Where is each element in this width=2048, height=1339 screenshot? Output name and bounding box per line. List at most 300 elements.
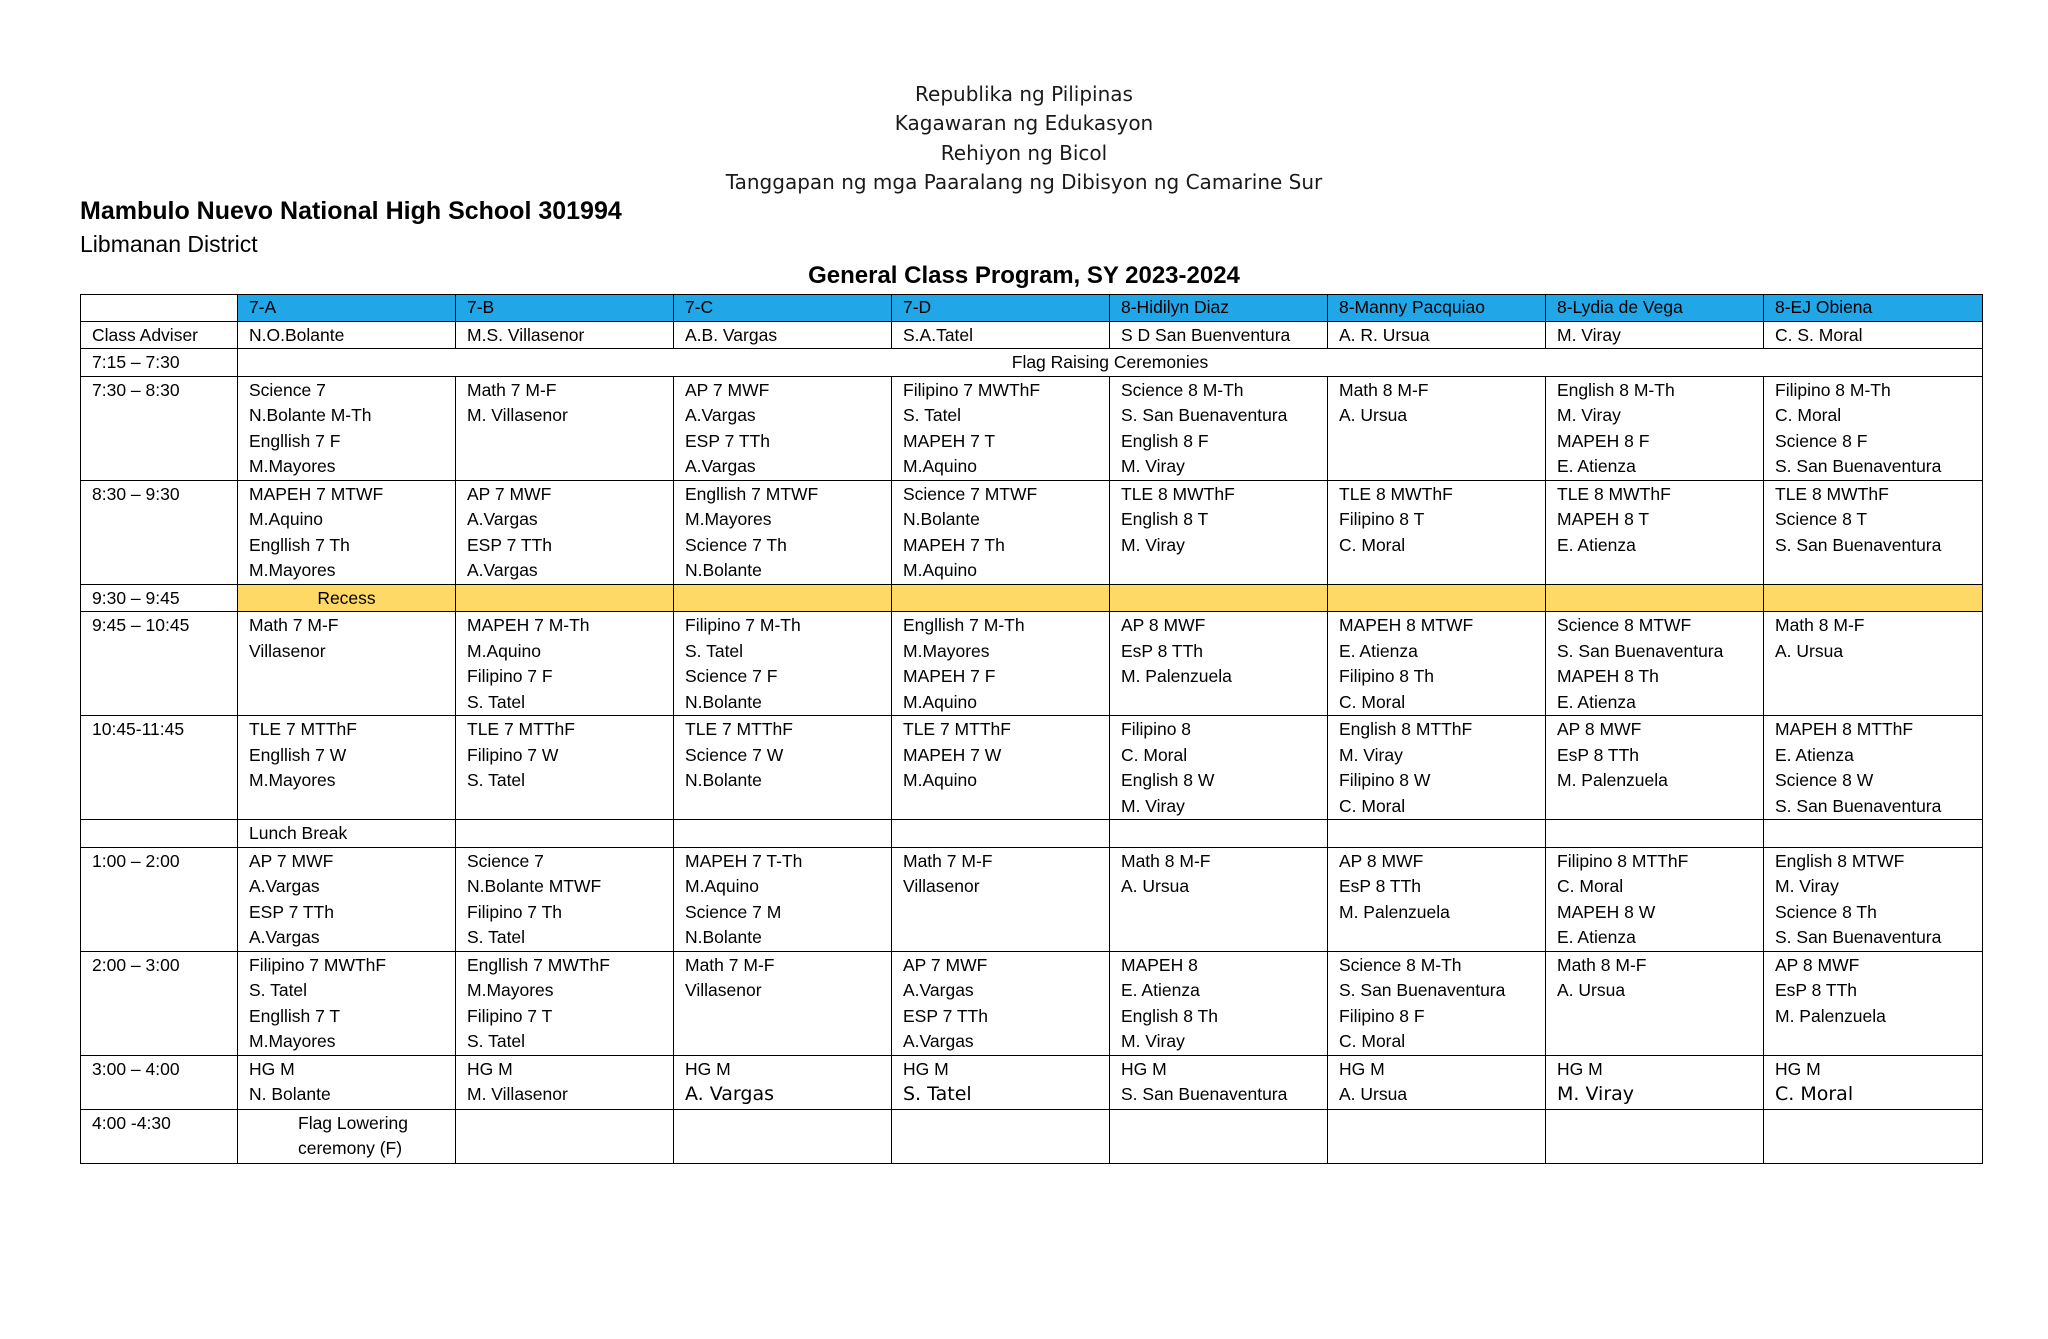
schedule-line: EsP 8 TTh: [1339, 876, 1422, 896]
schedule-line: Science 8 F: [1775, 430, 1868, 451]
schedule-cell: [238, 612, 456, 716]
section-header: [1110, 295, 1328, 322]
schedule-line: M.Aquino: [903, 770, 977, 790]
schedule-line: A.Vargas: [467, 560, 538, 580]
time-cell: [81, 820, 238, 848]
flag-lowering-cell: [238, 1109, 456, 1163]
period-row: [81, 951, 1983, 1055]
schedule-line: Filipino 8 T: [1339, 509, 1425, 529]
schedule-cell: [238, 847, 456, 951]
schedule-line: TLE 8 MWThF: [1339, 483, 1453, 504]
flag-raising-cell: [238, 349, 1983, 377]
recess-cell: [238, 584, 456, 612]
schedule-cell: [1328, 951, 1546, 1055]
schedule-line: Science 8 T: [1775, 509, 1868, 529]
schedule-line: M. Viray: [1775, 876, 1839, 896]
hg-teacher: S. Tatel: [903, 1083, 972, 1105]
schedule-cell: [456, 716, 674, 820]
flag-lowering-cell: [1328, 1109, 1546, 1163]
schedule-line: EsP 8 TTh: [1557, 744, 1640, 765]
schedule-line: A.Vargas: [903, 980, 974, 1000]
lunch-cell: [1764, 820, 1983, 848]
schedule-cell: [1328, 847, 1546, 951]
recess-cell: [1764, 584, 1983, 612]
schedule-line: Math 8 M-F: [1121, 850, 1211, 871]
schedule-line: M.Aquino: [467, 640, 541, 661]
schedule-line: S. San Buenaventura: [1775, 456, 1942, 476]
schedule-line: Engllish 7 M-Th: [903, 615, 1025, 635]
schedule-line: A.Vargas: [685, 405, 756, 425]
schedule-cell: [1764, 612, 1983, 716]
adviser-cell: [1764, 321, 1983, 349]
schedule-line: M.Mayores: [903, 640, 990, 661]
schedule-line: C. Moral: [1339, 1031, 1406, 1051]
schedule-line: AP 7 MWF: [685, 379, 770, 400]
recess-row: [81, 584, 1983, 612]
schedule-line: MAPEH 7 F: [903, 666, 996, 686]
flag-lowering-cell: [1110, 1109, 1328, 1163]
flag-lowering-cell: [1764, 1109, 1983, 1163]
schedule-line: English 8 Th: [1121, 1005, 1218, 1026]
adviser-name: M. Viray: [1557, 324, 1621, 345]
schedule-cell: [892, 847, 1110, 951]
time-cell: [81, 1055, 238, 1109]
schedule-line: Science 7 W: [685, 744, 784, 765]
header-line-republic: Republika ng Pilipinas: [915, 82, 1133, 106]
schedule-cell: [892, 612, 1110, 716]
hg-cell: [456, 1055, 674, 1109]
schedule-line: Engllish 7 Th: [249, 534, 350, 555]
schedule-cell: [1546, 480, 1764, 584]
schedule-cell: [456, 847, 674, 951]
schedule-line: S. San Buenaventura: [1775, 534, 1942, 555]
time-cell: [81, 612, 238, 716]
adviser-name: A. R. Ursua: [1339, 324, 1430, 345]
schedule-line: E. Atienza: [1121, 980, 1200, 1000]
time-label: 3:00 – 4:00: [92, 1058, 180, 1079]
section-name: 8-Manny Pacquiao: [1339, 297, 1485, 317]
schedule-line: Villasenor: [685, 980, 762, 1000]
section-name: 7-A: [249, 297, 277, 317]
time-cell: [81, 847, 238, 951]
schedule-line: C. Moral: [1339, 534, 1406, 555]
hg-teacher: A. Vargas: [685, 1083, 774, 1105]
schedule-cell: [892, 951, 1110, 1055]
hg-subject: HG M: [685, 1058, 731, 1079]
schedule-cell: [1110, 847, 1328, 951]
adviser-name: S.A.Tatel: [903, 324, 974, 345]
schedule-line: N.Bolante: [903, 509, 980, 529]
time-label: 8:30 – 9:30: [92, 483, 180, 504]
schedule-line: A.Vargas: [467, 509, 538, 529]
schedule-line: Science 8 Th: [1775, 901, 1877, 922]
schedule-line: AP 8 MWF: [1339, 850, 1424, 871]
schedule-line: Science 7 F: [685, 666, 778, 686]
schedule-line: Filipino 7 MWThF: [249, 954, 387, 975]
schedule-line: Filipino 7 Th: [467, 901, 563, 922]
schedule-line: Science 7 Th: [685, 534, 787, 555]
schedule-line: TLE 7 MTThF: [903, 719, 1011, 739]
period-row: [81, 376, 1983, 480]
time-cell: [81, 716, 238, 820]
schedule-line: S. San Buenaventura: [1775, 795, 1942, 816]
schedule-line: English 8 M-Th: [1557, 379, 1675, 400]
schedule-line: M. Palenzuela: [1775, 1005, 1886, 1026]
schedule-line: TLE 7 MTThF: [249, 719, 357, 739]
schedule-cell: [1764, 716, 1983, 820]
schedule-line: A.Vargas: [249, 927, 320, 947]
flag-raising-label: Flag Raising Ceremonies: [1011, 352, 1209, 372]
schedule-line: C. Moral: [1339, 795, 1406, 816]
flag-lowering-cell: [456, 1109, 674, 1163]
hg-row: [81, 1055, 1983, 1109]
schedule-cell: [238, 480, 456, 584]
schedule-cell: [1110, 480, 1328, 584]
adviser-name: M.S. Villasenor: [467, 324, 585, 345]
schedule-line: C. Moral: [1121, 744, 1188, 765]
time-label: 7:30 – 8:30: [92, 379, 180, 400]
flag-raising-row: [81, 349, 1983, 377]
schedule-cell: [456, 612, 674, 716]
flag-lowering-line: ceremony (F): [298, 1138, 403, 1158]
schedule-line: English 8 W: [1121, 770, 1215, 790]
schedule-line: C. Moral: [1775, 405, 1842, 425]
schedule-line: English 8 MTThF: [1339, 719, 1473, 739]
schedule-line: M. Viray: [1121, 534, 1185, 555]
schedule-line: N.Bolante M-Th: [249, 405, 372, 425]
schedule-line: N.Bolante: [685, 691, 762, 712]
schedule-line: E. Atienza: [1557, 691, 1636, 712]
lunch-cell: [1110, 820, 1328, 848]
schedule-cell: [456, 480, 674, 584]
district-name: Libmanan District: [80, 231, 258, 257]
schedule-line: Math 7 M-F: [249, 615, 339, 635]
schedule-line: MAPEH 8 T: [1557, 509, 1650, 529]
time-cell: [81, 1109, 238, 1163]
time-label: 9:45 – 10:45: [92, 615, 190, 635]
header-line-division: Tanggapan ng mga Paaralang ng Dibisyon ng Camarine Sur: [725, 170, 1323, 194]
period-row: [81, 612, 1983, 716]
schedule-line: Math 8 M-F: [1557, 954, 1647, 975]
schedule-line: MAPEH 7 MTWF: [249, 483, 384, 504]
schedule-line: MAPEH 7 W: [903, 744, 1002, 765]
section-header-row: [81, 295, 1983, 322]
schedule-cell: [1110, 951, 1328, 1055]
schedule-cell: [1328, 612, 1546, 716]
schedule-cell: [1546, 716, 1764, 820]
row-label: [81, 321, 238, 349]
period-row: [81, 847, 1983, 951]
schedule-cell: [1110, 716, 1328, 820]
schedule-line: N.Bolante: [685, 560, 762, 580]
time-cell: [81, 480, 238, 584]
time-cell: [81, 349, 238, 377]
schedule-line: Filipino 8: [1121, 719, 1192, 739]
schedule-line: N.Bolante: [685, 927, 762, 947]
schedule-cell: [892, 480, 1110, 584]
schedule-line: TLE 8 MWThF: [1775, 483, 1889, 504]
hg-subject: HG M: [1557, 1058, 1603, 1079]
schedule-cell: [892, 716, 1110, 820]
recess-cell: [1546, 584, 1764, 612]
schedule-line: M.Aquino: [903, 560, 977, 580]
schedule-cell: [1546, 847, 1764, 951]
hg-subject: HG M: [1121, 1058, 1167, 1079]
hg-cell: [892, 1055, 1110, 1109]
lunch-cell: [674, 820, 892, 848]
schedule-line: Filipino 8 Th: [1339, 666, 1435, 686]
section-header: [238, 295, 456, 322]
lunch-cell: [1546, 820, 1764, 848]
schedule-cell: [1764, 847, 1983, 951]
schedule-line: MAPEH 8 MTWF: [1339, 615, 1474, 635]
hg-cell: [1546, 1055, 1764, 1109]
schedule-line: Math 7 M-F: [467, 379, 557, 400]
schedule-line: Science 8 MTWF: [1557, 615, 1692, 635]
schedule-line: C. Moral: [1339, 691, 1406, 712]
schedule-line: ESP 7 TTh: [249, 901, 334, 922]
schedule-line: S. Tatel: [903, 405, 962, 425]
schedule-line: TLE 7 MTThF: [467, 719, 575, 739]
schedule-line: Science 7 MTWF: [903, 483, 1038, 504]
schedule-line: Science 8 M-Th: [1121, 379, 1244, 400]
hg-cell: [1328, 1055, 1546, 1109]
hg-teacher: N. Bolante: [249, 1084, 331, 1104]
schedule-cell: [238, 716, 456, 820]
schedule-line: Math 7 M-F: [903, 850, 993, 871]
section-name: 7-C: [685, 297, 714, 317]
schedule-cell: [1110, 612, 1328, 716]
schedule-line: ESP 7 TTh: [903, 1005, 988, 1026]
schedule-line: Math 7 M-F: [685, 954, 775, 975]
hg-subject: HG M: [903, 1058, 949, 1079]
schedule-cell: [1328, 376, 1546, 480]
schedule-line: TLE 8 MWThF: [1121, 483, 1235, 504]
hg-teacher: A. Ursua: [1339, 1084, 1408, 1104]
schedule-line: A.Vargas: [903, 1031, 974, 1051]
schedule-cell: [892, 376, 1110, 480]
schedule-line: S. San Buenaventura: [1121, 405, 1288, 425]
schedule-line: AP 7 MWF: [249, 850, 334, 871]
flag-lowering-row: [81, 1109, 1983, 1163]
corner-cell: [81, 295, 238, 322]
section-name: 8-EJ Obiena: [1775, 297, 1873, 317]
schedule-line: Filipino 7 F: [467, 666, 553, 686]
schedule-line: MAPEH 8 F: [1557, 430, 1650, 451]
time-label: 2:00 – 3:00: [92, 954, 180, 975]
schedule-cell: [1764, 376, 1983, 480]
schedule-line: MAPEH 7 M-Th: [467, 615, 590, 635]
schedule-line: Science 7 M: [685, 901, 782, 922]
schedule-line: E. Atienza: [1775, 744, 1854, 765]
hg-cell: [238, 1055, 456, 1109]
header-line-region: Rehiyon ng Bicol: [940, 141, 1108, 165]
schedule-line: A. Ursua: [1339, 405, 1408, 425]
section-name: 7-B: [467, 297, 495, 317]
schedule-cell: [674, 612, 892, 716]
schedule-cell: [674, 376, 892, 480]
schedule-line: EsP 8 TTh: [1775, 980, 1858, 1000]
recess-cell: [456, 584, 674, 612]
schedule-line: M. Viray: [1121, 795, 1185, 816]
schedule-line: M.Mayores: [467, 980, 554, 1000]
schedule-line: M.Aquino: [903, 691, 977, 712]
section-header: [674, 295, 892, 322]
schedule-cell: [1764, 951, 1983, 1055]
schedule-line: M.Aquino: [903, 456, 977, 476]
time-cell: [81, 584, 238, 612]
adviser-cell: [456, 321, 674, 349]
schedule-line: Science 7: [249, 379, 326, 400]
adviser-name: A.B. Vargas: [685, 324, 778, 345]
schedule-line: M. Viray: [1557, 405, 1621, 425]
section-header: [1546, 295, 1764, 322]
adviser-cell: [1110, 321, 1328, 349]
schedule-cell: [1110, 376, 1328, 480]
schedule-cell: [1328, 716, 1546, 820]
schedule-line: S. San Buenaventura: [1557, 640, 1724, 661]
schedule-line: S. San Buenaventura: [1339, 980, 1506, 1000]
schedule-cell: [674, 847, 892, 951]
schedule-line: ESP 7 TTh: [685, 430, 770, 451]
program-title: General Class Program, SY 2023-2024: [808, 262, 1240, 289]
schedule-cell: [456, 376, 674, 480]
schedule-line: ESP 7 TTh: [467, 534, 552, 555]
schedule-line: Engllish 7 F: [249, 430, 341, 451]
schedule-line: Filipino 7 W: [467, 744, 559, 765]
schedule-line: M. Palenzuela: [1121, 666, 1232, 686]
hg-teacher: M. Viray: [1557, 1083, 1635, 1105]
section-header: [1764, 295, 1983, 322]
time-cell: [81, 376, 238, 480]
schedule-line: N.Bolante MTWF: [467, 876, 602, 896]
schedule-line: Engllish 7 MTWF: [685, 483, 819, 504]
schedule-line: Engllish 7 MWThF: [467, 954, 610, 975]
section-header: [456, 295, 674, 322]
hg-subject: HG M: [249, 1058, 295, 1079]
schedule-line: English 8 MTWF: [1775, 850, 1905, 871]
schedule-line: English 8 T: [1121, 509, 1209, 529]
schedule-line: MAPEH 7 T-Th: [685, 850, 803, 871]
hg-subject: HG M: [1339, 1058, 1385, 1079]
schedule-line: TLE 7 MTThF: [685, 719, 793, 739]
section-name: 7-D: [903, 297, 932, 317]
recess-cell: [674, 584, 892, 612]
schedule-line: M. Palenzuela: [1557, 770, 1668, 790]
adviser-label: Class Adviser: [92, 324, 199, 345]
schedule-line: M.Mayores: [249, 456, 336, 476]
class-program-table: [80, 294, 1983, 1164]
time-label: 10:45-11:45: [92, 719, 185, 739]
schedule-line: EsP 8 TTh: [1121, 640, 1204, 661]
schedule-line: M. Viray: [1121, 456, 1185, 476]
adviser-name: S D San Buenventura: [1121, 324, 1291, 345]
schedule-line: Filipino 7 M-Th: [685, 615, 801, 635]
schedule-line: M. Palenzuela: [1339, 901, 1450, 922]
hg-cell: [674, 1055, 892, 1109]
time-label: 9:30 – 9:45: [92, 587, 180, 608]
lunch-cell: [238, 820, 456, 848]
schedule-line: M. Viray: [1339, 744, 1403, 765]
hg-teacher: M. Villasenor: [467, 1084, 568, 1104]
period-row: [81, 480, 1983, 584]
schedule-line: S. Tatel: [685, 640, 744, 661]
time-label: 1:00 – 2:00: [92, 850, 180, 871]
schedule-line: M.Mayores: [249, 560, 336, 580]
schedule-cell: [456, 951, 674, 1055]
schedule-line: Filipino 7 T: [467, 1005, 553, 1026]
schedule-line: S. Tatel: [467, 691, 526, 712]
schedule-line: Engllish 7 T: [249, 1005, 341, 1026]
schedule-cell: [674, 480, 892, 584]
schedule-line: AP 8 MWF: [1121, 615, 1206, 635]
adviser-cell: [238, 321, 456, 349]
schedule-line: M.Mayores: [685, 509, 772, 529]
schedule-cell: [1328, 480, 1546, 584]
lunch-cell: [456, 820, 674, 848]
flag-lowering-cell: [892, 1109, 1110, 1163]
adviser-row: [81, 321, 1983, 349]
period-row: [81, 716, 1983, 820]
schedule-line: M.Aquino: [685, 876, 759, 896]
hg-subject: HG M: [467, 1058, 513, 1079]
schedule-line: S. Tatel: [467, 1031, 526, 1051]
schedule-line: Villasenor: [903, 876, 980, 896]
hg-subject: HG M: [1775, 1058, 1821, 1079]
schedule-line: A.Vargas: [249, 876, 320, 896]
schedule-line: AP 8 MWF: [1557, 719, 1642, 739]
schedule-line: A. Ursua: [1775, 640, 1844, 661]
time-label: 4:00 -4:30: [92, 1112, 171, 1133]
schedule-line: A. Ursua: [1557, 980, 1626, 1000]
schedule-line: Filipino 8 F: [1339, 1005, 1425, 1026]
adviser-cell: [1546, 321, 1764, 349]
schedule-line: English 8 F: [1121, 430, 1209, 451]
schedule-line: MAPEH 8 Th: [1557, 666, 1659, 686]
recess-cell: [892, 584, 1110, 612]
lunch-label: Lunch Break: [249, 823, 348, 843]
schedule-line: Engllish 7 W: [249, 744, 347, 765]
schedule-line: E. Atienza: [1557, 927, 1636, 947]
schedule-line: S. San Buenaventura: [1775, 927, 1942, 947]
adviser-cell: [892, 321, 1110, 349]
schedule-line: MAPEH 8 MTThF: [1775, 719, 1914, 739]
schedule-line: Filipino 8 MTThF: [1557, 850, 1689, 871]
schedule-line: MAPEH 8: [1121, 954, 1198, 975]
schedule-cell: [674, 716, 892, 820]
schedule-line: MAPEH 8 W: [1557, 901, 1656, 922]
adviser-cell: [674, 321, 892, 349]
schedule-line: S. Tatel: [467, 770, 526, 790]
adviser-name: C. S. Moral: [1775, 324, 1863, 345]
schedule-line: Math 8 M-F: [1339, 379, 1429, 400]
schedule-line: M. Villasenor: [467, 405, 568, 425]
schedule-line: E. Atienza: [1557, 456, 1636, 476]
section-header: [892, 295, 1110, 322]
schedule-cell: [238, 951, 456, 1055]
recess-label: Recess: [317, 587, 376, 608]
schedule-cell: [1764, 480, 1983, 584]
recess-cell: [1328, 584, 1546, 612]
schedule-line: AP 8 MWF: [1775, 954, 1860, 975]
schedule-cell: [1546, 376, 1764, 480]
hg-teacher: S. San Buenaventura: [1121, 1084, 1288, 1104]
schedule-line: A. Ursua: [1121, 876, 1190, 896]
section-name: 8-Lydia de Vega: [1557, 297, 1683, 317]
schedule-line: M.Aquino: [249, 509, 323, 529]
schedule-line: Science 8 M-Th: [1339, 954, 1462, 975]
section-name: 8-Hidilyn Diaz: [1121, 297, 1229, 317]
